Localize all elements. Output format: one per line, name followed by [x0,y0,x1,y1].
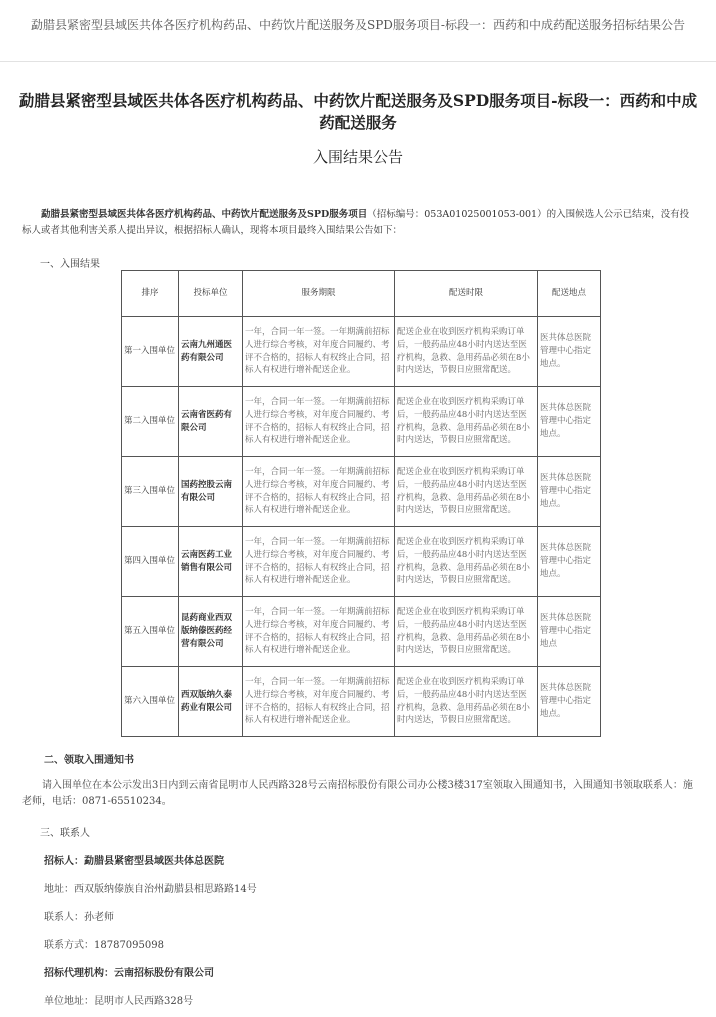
intro-project-name: 勐腊县紧密型县域医共体各医疗机构药品、中药饮片配送服务及SPD服务项目 [41,209,368,220]
results-table [121,270,601,737]
cell-rank: 第二入围单位 [122,387,179,457]
cell-delivery-time: 配送企业在收到医疗机构采购订单后，一般药品应48小时内送达至医疗机构，急救、急用药品必须在8小时内送达，节假日应照常配送。 [395,387,538,457]
cell-delivery-place: 医共体总医院管理中心指定地点。 [538,317,601,387]
cell-delivery-time: 配送企业在收到医疗机构采购订单后，一般药品应48小时内送达至医疗机构，急救、急用药品必须在8小时内送达，节假日应照常配送。 [395,317,538,387]
cell-delivery-time: 配送企业在收到医疗机构采购订单后，一般药品应48小时内送达至医疗机构，急救、急用药品必须在8小时内送达，节假日应照常配送。 [395,457,538,527]
cell-rank: 第六入围单位 [122,667,179,737]
cell-delivery-place: 医共体总医院管理中心指定地点。 [538,527,601,597]
agent-line: 招标代理机构：云南招标股份有限公司 [44,968,214,979]
cell-service-period: 一年，合同一年一签。一年期满前招标人进行综合考核，对年度合同履约、考评不合格的，招标人有权终止合同，招标人有权进行增补配送企业。 [243,667,395,737]
cell-service-period: 一年，合同一年一签。一年期满前招标人进行综合考核，对年度合同履约、考评不合格的，招标人有权终止合同，招标人有权进行增补配送企业。 [243,597,395,667]
cell-service-period: 一年，合同一年一签。一年期满前招标人进行综合考核，对年度合同履约、考评不合格的，招标人有权终止合同，招标人有权进行增补配送企业。 [243,457,395,527]
contact-person-line: 联系人：孙老师 [44,912,114,923]
tenderer-address-line: 地址：西双版纳傣族自治州勐腊县相思路路14号 [44,884,257,895]
cell-company: 云南省医药有限公司 [179,387,243,457]
intro-paragraph [22,207,694,239]
cell-delivery-time: 配送企业在收到医疗机构采购订单后，一般药品应48小时内送达至医疗机构，急救、急用药品必须在8小时内送达，节假日应照常配送。 [395,667,538,737]
cell-delivery-time: 配送企业在收到医疗机构采购订单后，一般药品应48小时内送达至医疗机构，急救、急用药品必须在8小时内送达，节假日应照常配送。 [395,597,538,667]
cell-rank: 第三入围单位 [122,457,179,527]
cell-delivery-place: 医共体总医院管理中心指定地点。 [538,457,601,527]
header-rank: 排序 [122,271,179,317]
table-row [122,597,601,667]
section-contacts-heading: 三、联系人 [40,828,90,839]
intro-text: （招标编号：053A01025001053-001）的入围候选人公示已结束，没有投标人或者其他利害关系人提出异议，根据招标人确认，现将本项目最终入围结果公告如下： [22,209,690,236]
cell-service-period: 一年，合同一年一签。一年期满前招标人进行综合考核，对年度合同履约、考评不合格的，招标人有权终止合同，招标人有权进行增补配送企业。 [243,527,395,597]
header-service-period: 服务期限 [243,271,395,317]
table-header-row [122,271,601,317]
cell-service-period: 一年，合同一年一签。一年期满前招标人进行综合考核，对年度合同履约、考评不合格的，招标人有权终止合同，招标人有权进行增补配送企业。 [243,317,395,387]
table-row [122,667,601,737]
document-subtitle: 入围结果公告 [312,148,403,166]
table-row [122,317,601,387]
cell-delivery-place: 医共体总医院管理中心指定地点。 [538,667,601,737]
cell-rank: 第四入围单位 [122,527,179,597]
page-header: 勐腊县紧密型县域医共体各医疗机构药品、中药饮片配送服务及SPD服务项目-标段一：西药和中成药配送服务招标结果公告 [0,0,716,62]
agent-address-line: 单位地址：昆明市人民西路328号 [44,996,194,1007]
cell-company: 云南医药工业销售有限公司 [179,527,243,597]
header-delivery-time: 配送时限 [395,271,538,317]
cell-rank: 第一入围单位 [122,317,179,387]
cell-company: 昆药商业西双版纳傣医药经营有限公司 [179,597,243,667]
cell-company: 云南九州通医药有限公司 [179,317,243,387]
contact-phone-line: 联系方式：18787095098 [44,940,164,951]
table-row [122,457,601,527]
document-title: 勐腊县紧密型县域医共体各医疗机构药品、中药饮片配送服务及SPD服务项目-标段一：西药和中成药配送服务 [18,91,698,132]
table-row [122,527,601,597]
section-notice-heading: 二、领取入围通知书 [44,755,134,766]
cell-delivery-time: 配送企业在收到医疗机构采购订单后，一般药品应48小时内送达至医疗机构，急救、急用药品必须在8小时内送达，节假日应照常配送。 [395,527,538,597]
cell-rank: 第五入围单位 [122,597,179,667]
table-row [122,387,601,457]
section-results-heading: 一、入围结果 [40,259,100,270]
notice-paragraph: 请入围单位在本公示发出3日内到云南省昆明市人民西路328号云南招标股份有限公司办公楼3楼317室领取入围通知书，入围通知书领取联系人：施老师，电话：0871-65510234。 [22,780,693,807]
cell-company: 国药控股云南有限公司 [179,457,243,527]
cell-company: 西双版纳久泰药业有限公司 [179,667,243,737]
cell-delivery-place: 医共体总医院管理中心指定地点。 [538,387,601,457]
cell-service-period: 一年，合同一年一签。一年期满前招标人进行综合考核，对年度合同履约、考评不合格的，招标人有权终止合同，招标人有权进行增补配送企业。 [243,387,395,457]
tenderer-line: 招标人：勐腊县紧密型县域医共体总医院 [44,856,224,867]
header-company: 投标单位 [179,271,243,317]
header-delivery-place: 配送地点 [538,271,601,317]
cell-delivery-place: 医共体总医院管理中心指定地点 [538,597,601,667]
